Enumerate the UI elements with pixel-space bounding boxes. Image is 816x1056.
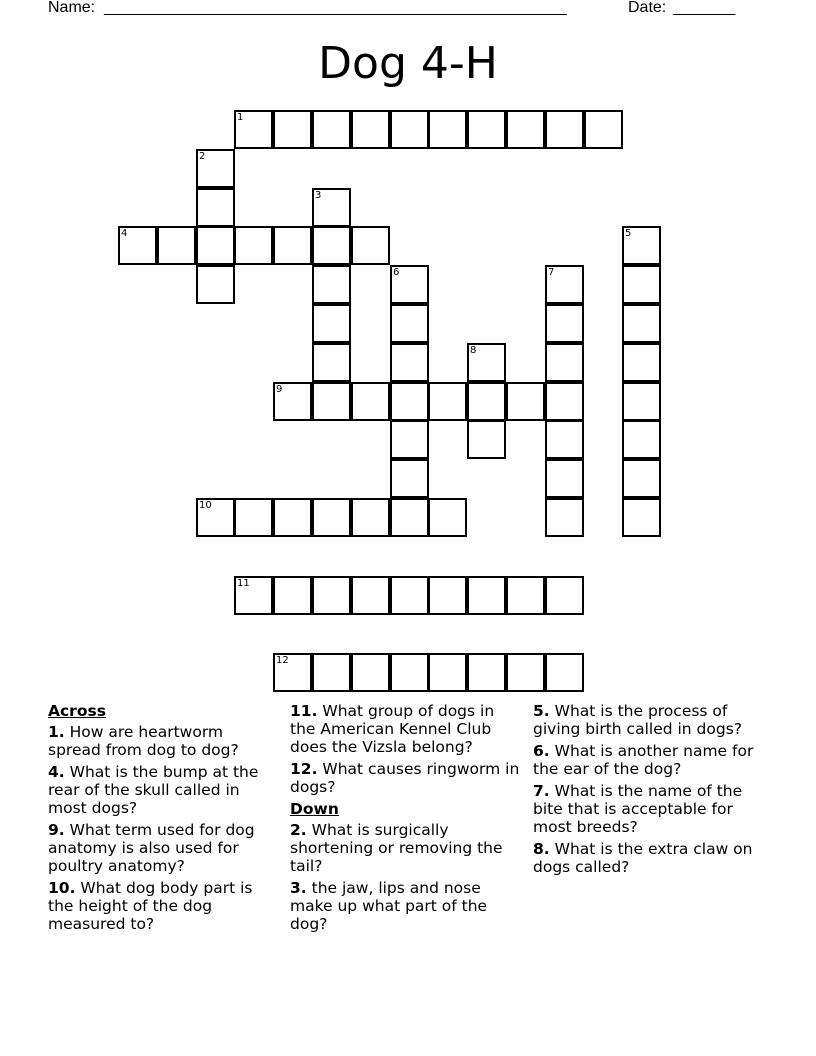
grid-cell[interactable]: [545, 459, 584, 498]
grid-cell[interactable]: [506, 653, 545, 692]
clue-number: 3: [315, 190, 322, 201]
clue-number: 6.: [533, 742, 550, 760]
clue-number: 10: [199, 500, 212, 511]
clue-number: 8: [470, 345, 477, 356]
grid-cell[interactable]: [506, 576, 545, 615]
grid-cell[interactable]: [312, 304, 351, 343]
grid-cell[interactable]: [273, 576, 312, 615]
grid-cell[interactable]: [467, 420, 506, 459]
clue-10: [48, 879, 280, 933]
clue-7: [533, 782, 765, 836]
grid-cell[interactable]: [622, 343, 661, 382]
grid-cell[interactable]: [467, 382, 506, 421]
clue-text: the jaw, lips and nose make up what part of the dog?: [290, 879, 488, 933]
grid-cell[interactable]: [234, 226, 273, 265]
grid-cell[interactable]: [390, 343, 429, 382]
grid-cell[interactable]: [467, 653, 506, 692]
clue-5: [533, 702, 765, 738]
grid-cell-10[interactable]: [196, 498, 235, 537]
grid-cell[interactable]: [196, 265, 235, 304]
grid-cell-4[interactable]: [118, 226, 157, 265]
clue-number: 2.: [290, 821, 307, 839]
grid-cell[interactable]: [545, 382, 584, 421]
clue-number: 4.: [48, 763, 65, 781]
grid-cell[interactable]: [545, 576, 584, 615]
grid-cell[interactable]: [351, 110, 390, 149]
clue-number: 11.: [290, 702, 318, 720]
grid-cell[interactable]: [390, 498, 429, 537]
clue-4: [48, 763, 280, 817]
clue-number: 12: [276, 655, 289, 666]
date-field[interactable]: _______: [673, 0, 736, 16]
clue-number: 7: [548, 267, 555, 278]
page-title: Dog 4-H: [318, 38, 498, 89]
grid-cell[interactable]: [545, 498, 584, 537]
clue-text: How are heartworm spread from dog to dog?: [48, 723, 239, 759]
grid-cell-12[interactable]: [273, 653, 312, 692]
grid-cell-2[interactable]: [196, 149, 235, 188]
grid-cell[interactable]: [622, 459, 661, 498]
clue-number: 1.: [48, 723, 65, 741]
clue-text: What is surgically shortening or removing the tail?: [290, 821, 503, 875]
clues-column-3: [533, 702, 765, 880]
grid-cell[interactable]: [390, 459, 429, 498]
grid-cell[interactable]: [545, 653, 584, 692]
grid-cell[interactable]: [622, 498, 661, 537]
clues-column-1: [48, 702, 280, 937]
grid-cell-9[interactable]: [273, 382, 312, 421]
grid-cell[interactable]: [312, 343, 351, 382]
grid-cell-1[interactable]: [234, 110, 273, 149]
grid-cell[interactable]: [390, 110, 429, 149]
clue-number: 9: [276, 384, 283, 395]
date-label: Date:: [628, 0, 667, 16]
grid-cell[interactable]: [312, 226, 351, 265]
clue-8: [533, 840, 765, 876]
clue-number: 9.: [48, 821, 65, 839]
grid-cell[interactable]: [545, 110, 584, 149]
grid-cell[interactable]: [545, 304, 584, 343]
grid-cell[interactable]: [312, 498, 351, 537]
grid-cell[interactable]: [312, 653, 351, 692]
clue-text: What causes ringworm in dogs?: [290, 760, 520, 796]
clue-number: 8.: [533, 840, 550, 858]
clue-number: 5.: [533, 702, 550, 720]
grid-cell[interactable]: [351, 498, 390, 537]
grid-cell[interactable]: [545, 420, 584, 459]
clue-9: [48, 821, 280, 875]
clue-text: What is the bump at the rear of the skull called in most dogs?: [48, 763, 259, 817]
grid-cell[interactable]: [351, 653, 390, 692]
grid-cell[interactable]: [506, 382, 545, 421]
grid-cell[interactable]: [196, 226, 235, 265]
across-heading: Across: [48, 702, 106, 720]
grid-cell[interactable]: [622, 265, 661, 304]
grid-cell[interactable]: [506, 110, 545, 149]
grid-cell[interactable]: [273, 498, 312, 537]
grid-cell[interactable]: [390, 382, 429, 421]
grid-cell-6[interactable]: [390, 265, 429, 304]
grid-cell[interactable]: [428, 110, 467, 149]
clue-2: [290, 821, 522, 875]
clue-number: 12.: [290, 760, 318, 778]
grid-cell[interactable]: [351, 226, 390, 265]
grid-cell[interactable]: [273, 226, 312, 265]
clue-number: 10.: [48, 879, 76, 897]
grid-cell[interactable]: [273, 110, 312, 149]
clue-text: What group of dogs in the American Kennel Club does the Vizsla belong?: [290, 702, 495, 756]
grid-cell[interactable]: [390, 420, 429, 459]
clue-text: What dog body part is the height of the dog measured to?: [48, 879, 253, 933]
grid-cell-7[interactable]: [545, 265, 584, 304]
clue-number: 11: [237, 578, 250, 589]
grid-cell[interactable]: [312, 265, 351, 304]
clue-text: What is the process of giving birth called in dogs?: [533, 702, 743, 738]
clue-text: What is another name for the ear of the dog?: [533, 742, 754, 778]
clue-6: [533, 742, 765, 778]
clue-number: 1: [237, 112, 244, 123]
grid-cell[interactable]: [428, 498, 467, 537]
grid-cell[interactable]: [467, 110, 506, 149]
grid-cell[interactable]: [234, 498, 273, 537]
down-heading: Down: [290, 800, 339, 818]
grid-cell[interactable]: [467, 576, 506, 615]
clue-text: What is the extra claw on dogs called?: [533, 840, 753, 876]
clue-number: 6: [393, 267, 400, 278]
grid-cell[interactable]: [428, 382, 467, 421]
grid-cell-5[interactable]: [622, 226, 661, 265]
clue-number: 2: [199, 151, 206, 162]
grid-cell[interactable]: [351, 382, 390, 421]
grid-cell[interactable]: [428, 653, 467, 692]
grid-cell[interactable]: [312, 110, 351, 149]
grid-cell-11[interactable]: [234, 576, 273, 615]
grid-cell-3[interactable]: [312, 188, 351, 227]
grid-cell[interactable]: [428, 576, 467, 615]
clue-number: 3.: [290, 879, 307, 897]
grid-cell-8[interactable]: [467, 343, 506, 382]
clue-11: [290, 702, 522, 756]
name-field[interactable]: ____________________________________________________: [104, 0, 567, 16]
grid-cell[interactable]: [622, 382, 661, 421]
clue-12: [290, 760, 522, 796]
clue-1: [48, 723, 280, 759]
clue-number: 5: [625, 228, 632, 239]
clue-number: 7.: [533, 782, 550, 800]
clues-column-2: [290, 702, 522, 937]
name-label: Name:: [48, 0, 96, 16]
clue-text: What term used for dog anatomy is also used for poultry anatomy?: [48, 821, 255, 875]
grid-cell[interactable]: [545, 343, 584, 382]
grid-cell[interactable]: [390, 653, 429, 692]
clue-text: What is the name of the bite that is acceptable for most breeds?: [533, 782, 743, 836]
grid-cell[interactable]: [390, 576, 429, 615]
grid-cell[interactable]: [312, 382, 351, 421]
grid-cell[interactable]: [196, 188, 235, 227]
grid-cell[interactable]: [390, 304, 429, 343]
grid-cell[interactable]: [157, 226, 196, 265]
clue-number: 4: [121, 228, 128, 239]
clue-3: [290, 879, 522, 933]
grid-cell[interactable]: [312, 576, 351, 615]
grid-cell[interactable]: [584, 110, 623, 149]
grid-cell[interactable]: [622, 304, 661, 343]
grid-cell[interactable]: [351, 576, 390, 615]
grid-cell[interactable]: [622, 420, 661, 459]
